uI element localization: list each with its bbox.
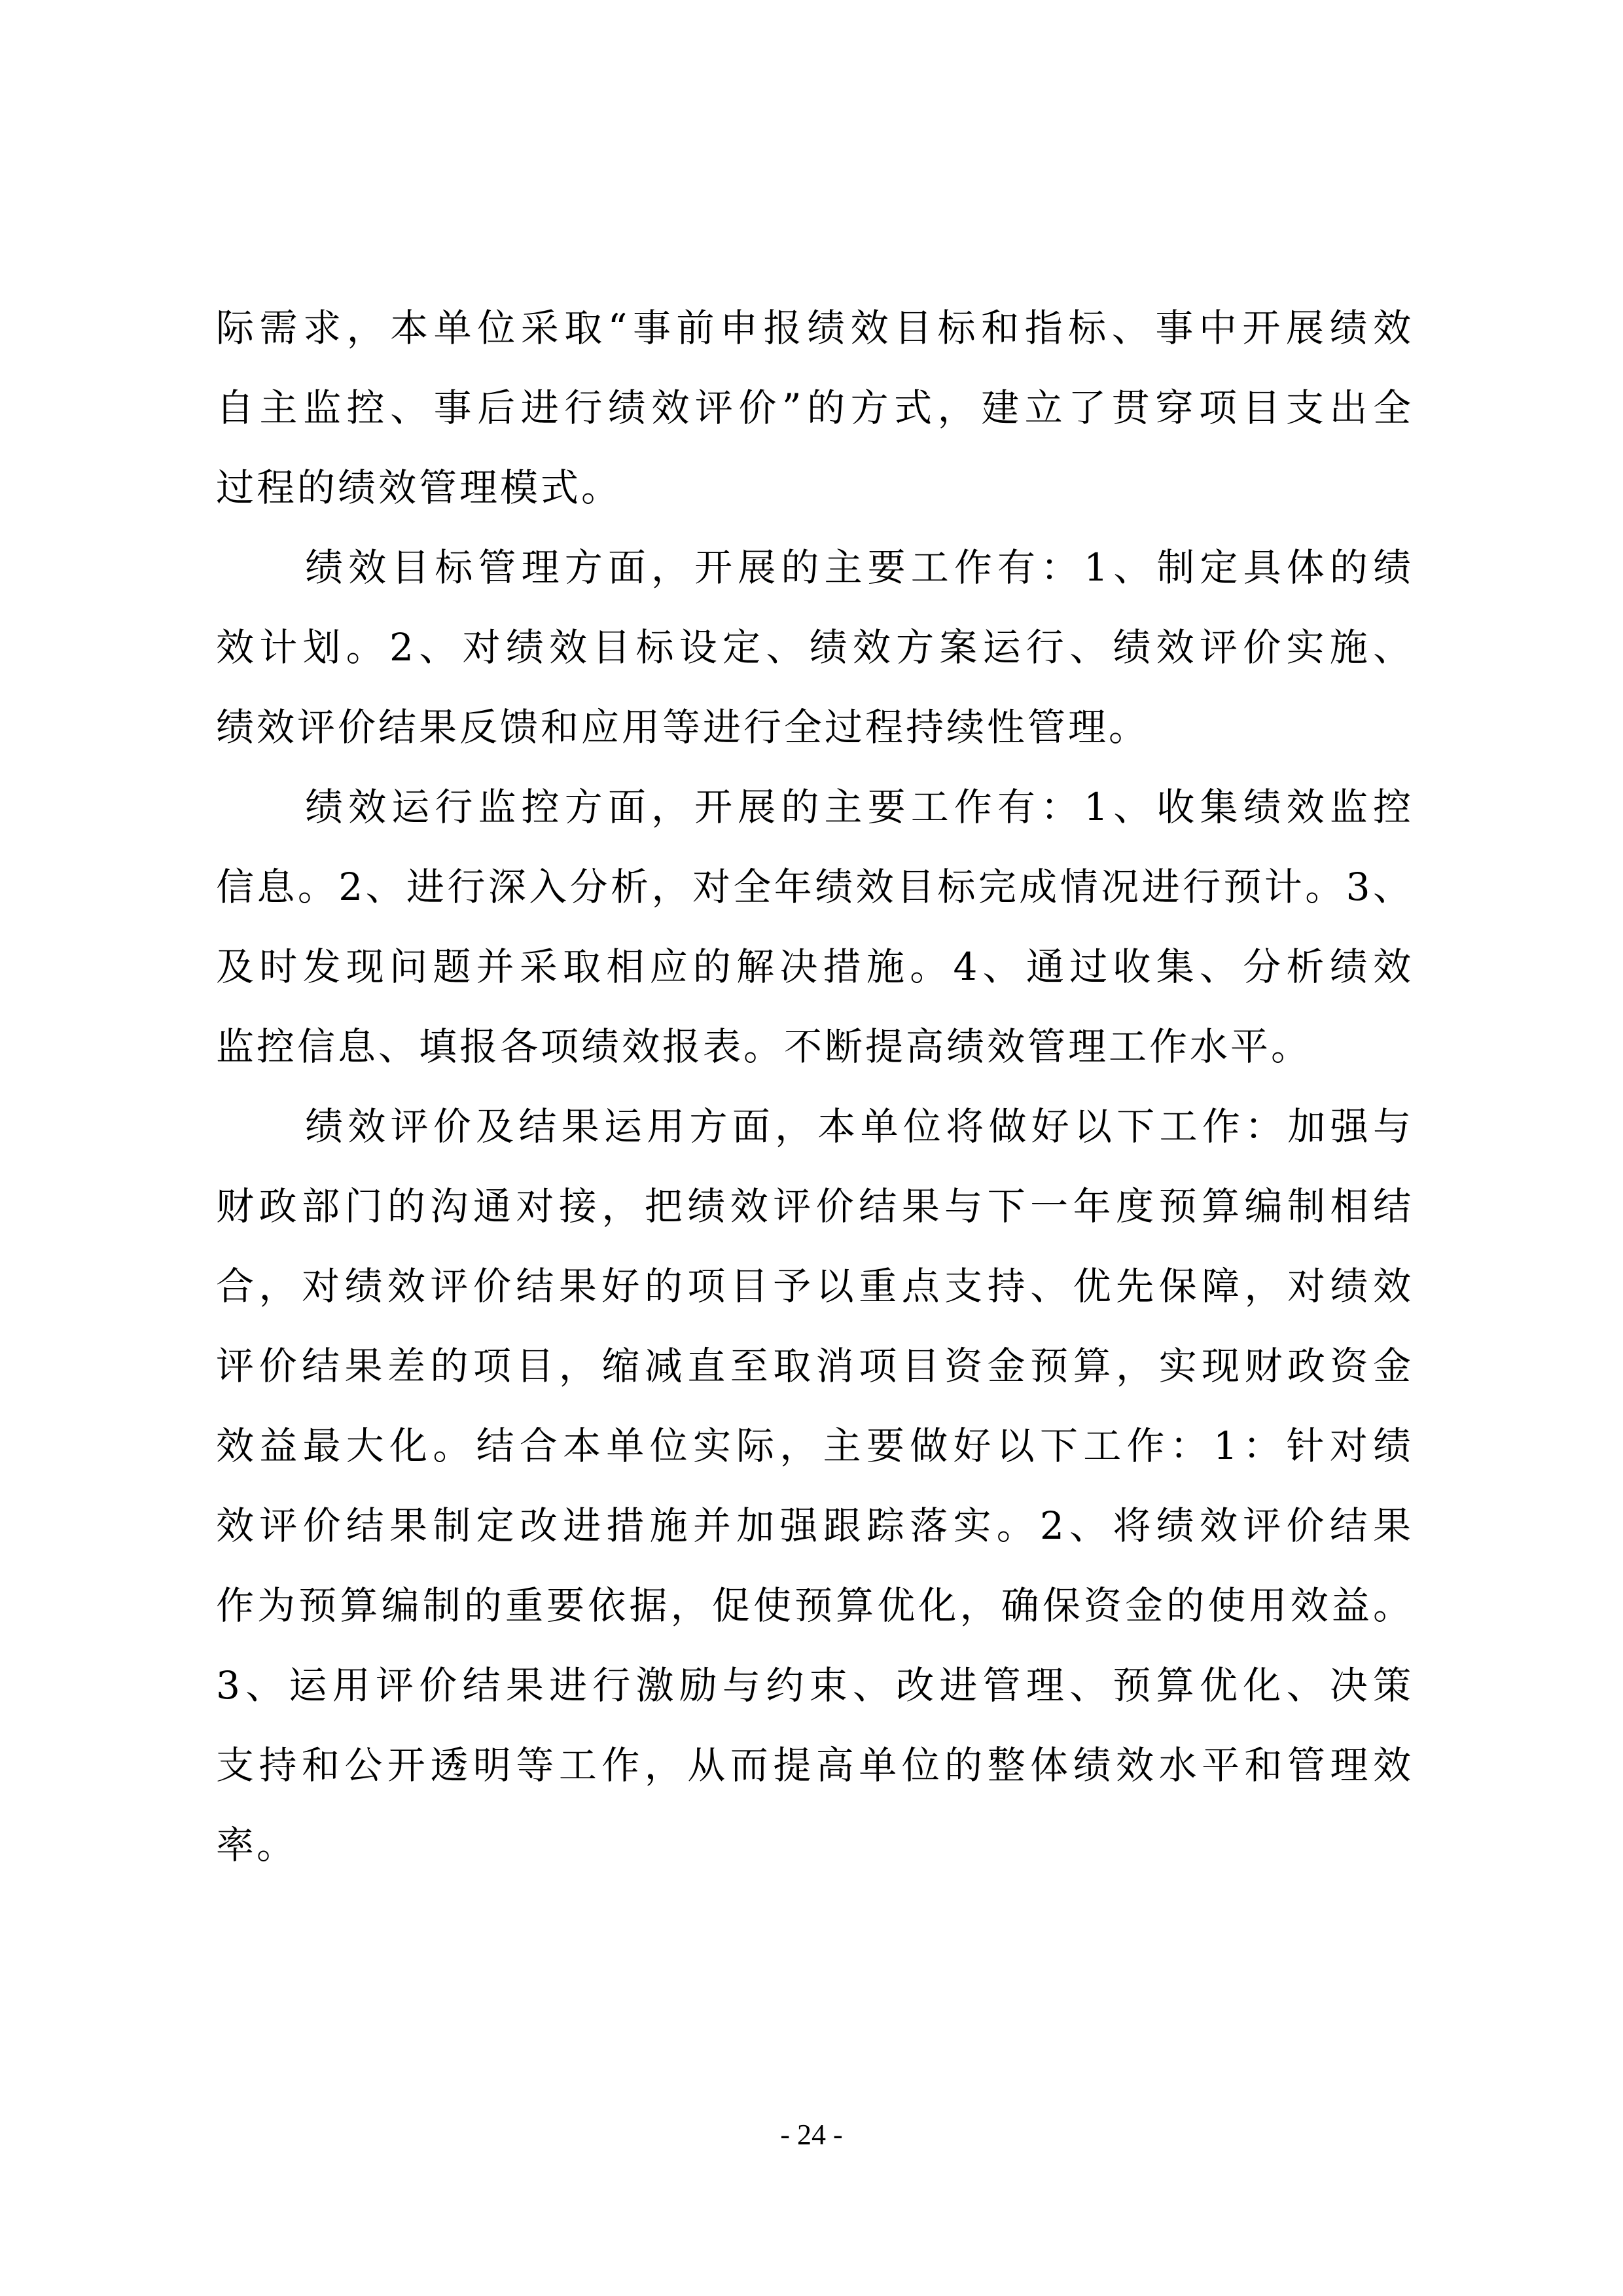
body-line: 际需求，本单位采取“事前申报绩效目标和指标、事中开展绩效: [216, 306, 1414, 350]
paragraph-first-line: 绩效评价及结果运用方面，本单位将做好以下工作：加强与: [305, 1104, 1414, 1149]
document-body: [216, 288, 1414, 1885]
body-line: 效益最大化。结合本单位实际，主要做好以下工作：1：针对绩: [216, 1424, 1414, 1468]
body-line: 自主监控、事后进行绩效评价”的方式，建立了贯穿项目支出全: [216, 386, 1414, 430]
body-line: 监控信息、填报各项绩效报表。不断提高绩效管理工作水平。: [216, 1024, 1312, 1069]
page-number: - 24 -: [780, 2119, 843, 2151]
body-line: 3、运用评价结果进行激励与约束、改进管理、预算优化、决策: [216, 1663, 1414, 1708]
body-line: 合，对绩效评价结果好的项目予以重点支持、优先保障，对绩效: [216, 1264, 1414, 1308]
body-line: 效评价结果制定改进措施并加强跟踪落实。2、将绩效评价结果: [216, 1503, 1414, 1548]
body-line: 财政部门的沟通对接，把绩效评价结果与下一年度预算编制相结: [216, 1184, 1414, 1229]
paragraph-first-line: 绩效目标管理方面，开展的主要工作有：1、制定具体的绩: [305, 545, 1414, 590]
body-line: 过程的绩效管理模式。: [216, 465, 622, 510]
paragraph-first-line: 绩效运行监控方面，开展的主要工作有：1、收集绩效监控: [305, 785, 1414, 829]
body-line: 效计划。2、对绩效目标设定、绩效方案运行、绩效评价实施、: [216, 625, 1414, 670]
body-line: 支持和公开透明等工作，从而提高单位的整体绩效水平和管理效: [216, 1743, 1414, 1787]
body-line: 评价结果差的项目，缩减直至取消项目资金预算，实现财政资金: [216, 1344, 1414, 1388]
body-line: 绩效评价结果反馈和应用等进行全过程持续性管理。: [216, 705, 1150, 749]
body-line: 率。: [216, 1823, 298, 1867]
body-line: 及时发现问题并采取相应的解决措施。4、通过收集、分析绩效: [216, 944, 1414, 989]
body-line: 作为预算编制的重要依据，促使预算优化，确保资金的使用效益。: [216, 1583, 1414, 1628]
body-line: 信息。2、进行深入分析，对全年绩效目标完成情况进行预计。3、: [216, 865, 1414, 909]
